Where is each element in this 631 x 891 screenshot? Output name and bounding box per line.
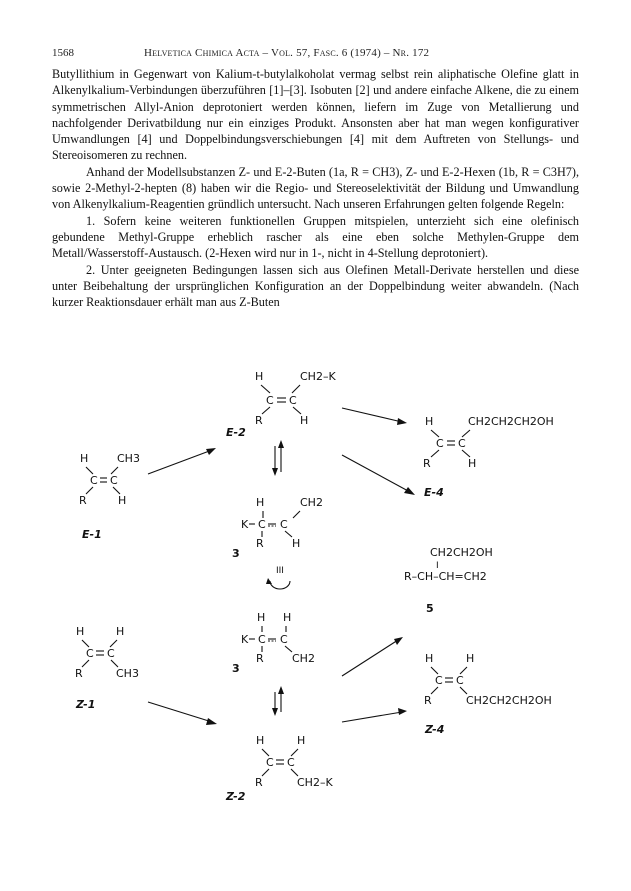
- arrow-Z2-to-Z4: [342, 712, 402, 722]
- E1-CH3: CH3: [117, 452, 140, 465]
- E4-label: E-4: [424, 486, 444, 499]
- E2-H2: H: [300, 414, 309, 427]
- rotation-symbol: [266, 566, 290, 589]
- Z2-C2: C: [287, 756, 295, 769]
- Z1-CH3: CH3: [116, 667, 139, 680]
- Z1-R: R: [75, 667, 83, 680]
- E4-C2: C: [458, 437, 466, 450]
- E2-C2: C: [289, 394, 297, 407]
- Z1-H2: H: [116, 625, 125, 638]
- structure-Z-4: [424, 652, 552, 736]
- allylZ-H2: H: [283, 611, 292, 624]
- arrow-E2-to-E4: [342, 408, 402, 422]
- allylZ-number: 3: [232, 662, 240, 675]
- Z4-C1: C: [435, 674, 443, 687]
- E1-H2: H: [118, 494, 127, 507]
- arrow-allylZ-to-5: [342, 640, 398, 676]
- E2-CH2K: CH2–K: [300, 370, 336, 383]
- Z4-H1: H: [425, 652, 434, 665]
- E1-C2: C: [110, 474, 118, 487]
- E4-R: R: [423, 457, 431, 470]
- E1-R: R: [79, 494, 87, 507]
- Z4-label: Z-4: [425, 723, 445, 736]
- P5-main: R–CH–CH=CH2: [404, 570, 487, 583]
- E4-H2: H: [468, 457, 477, 470]
- allylE-number: 3: [232, 547, 240, 560]
- running-header: [52, 47, 579, 63]
- Z2-R: R: [255, 776, 263, 789]
- Z2-label: Z-2: [226, 790, 246, 803]
- paragraph-intro: Butyllithium in Gegenwart von Kalium-t-butylalkoholat vermag selbst rein aliphatische Olefine glatt in Alkenylkalium-Verbindungen überzuführen [1]–[3]. Isobuten [2] und andere einfache Alkene, die zu einem symmetrischen Allyl-Anion deprotoniert werden können, liefern im Zuge von Metallierung und nachfolgender Derivatbildung nur ein einziges Produkt. Ansonsten aber hat man wegen konfigurativer Umwandlungen [4] und Doppelbindungsverschiebungen [4] mit dem Auftreten von Stellungs- und Stereoisomeren zu rechnen.: [52, 67, 579, 163]
- Z4-H2: H: [466, 652, 475, 665]
- structure-E-1: [79, 452, 140, 541]
- paragraph-models: Anhand der Modellsubstanzen Z- und E-2-Buten (1a, R = CH3), Z- und E-2-Hexen (1b, R = C3H7), sowie 2-Methyl-2-hepten (8) haben wir die Regio- und Stereoselektivität der Bildung und Umwandlung von Alkenylkalium-Reagentien gründlich untersucht. Nach unseren Erfahrungen gelten folgende Regeln:: [52, 164, 579, 212]
- Z1-label: Z-1: [76, 698, 96, 711]
- allylZ-C2: C: [280, 633, 288, 646]
- structure-allyl-3-E: [232, 496, 323, 560]
- allylE-H2: H: [292, 537, 301, 550]
- body-text: [52, 66, 579, 310]
- allylZ-K: K: [241, 633, 249, 646]
- E2-R: R: [255, 414, 263, 427]
- reaction-scheme: [0, 362, 631, 891]
- E1-label: E-1: [82, 528, 102, 541]
- E4-chain: CH2CH2CH2OH: [468, 415, 554, 428]
- rotation-label: III: [276, 566, 284, 576]
- Z1-C1: C: [86, 647, 94, 660]
- allylE-CH2: CH2: [300, 496, 323, 509]
- structure-E-4: [423, 415, 554, 499]
- allylZ-C1: C: [258, 633, 266, 646]
- allylZ-R: R: [256, 652, 264, 665]
- allylE-R: R: [256, 537, 264, 550]
- Z2-CH2K: CH2–K: [297, 776, 333, 789]
- E4-H: H: [425, 415, 434, 428]
- P5-bar: I: [436, 561, 439, 571]
- Z4-chain: CH2CH2CH2OH: [466, 694, 552, 707]
- allylZ-H1: H: [257, 611, 266, 624]
- allylZ-CH2: CH2: [292, 652, 315, 665]
- P5-top: CH2CH2OH: [430, 546, 493, 559]
- P5-number: 5: [426, 602, 434, 615]
- Z1-C2: C: [107, 647, 115, 660]
- arrow-E1-to-E2: [148, 450, 212, 474]
- page-number: 1568: [52, 47, 74, 59]
- E2-H: H: [255, 370, 264, 383]
- allylE-H: H: [256, 496, 265, 509]
- Z2-H1: H: [256, 734, 265, 747]
- E2-label: E-2: [226, 426, 246, 439]
- allylE-C1: C: [258, 518, 266, 531]
- Z1-H1: H: [76, 625, 85, 638]
- Z4-R: R: [424, 694, 432, 707]
- paragraph-rule-2: 2. Unter geeigneten Bedingungen lassen sich aus Olefinen Metall-Derivate herstellen und diese unter Beibehaltung der ursprünglichen Konfiguration an der Doppelbindung weiter abwandeln. (Nach kurzer Reaktionsdauer erhält man aus Z-Buten: [52, 262, 579, 310]
- paragraph-rule-1: 1. Sofern keine weiteren funktionellen Gruppen mitspielen, unterzieht sich eine olefinisch gebundene Methyl-Gruppe erheblich rascher als eine eben solche Methylen-Gruppe dem Metall/Wasserstoff-Austausch. (2-Hexen wird nur in 1-, nicht in 4-Stellung deprotoniert).: [52, 213, 579, 261]
- arrow-E2-to-5: [342, 455, 410, 492]
- E4-C1: C: [436, 437, 444, 450]
- structure-Z-1: [75, 625, 139, 711]
- Z2-H2: H: [297, 734, 306, 747]
- allylE-K: K: [241, 518, 249, 531]
- Z2-C1: C: [266, 756, 274, 769]
- arrow-Z1-to-Z2: [148, 702, 212, 722]
- structure-allyl-3-Z: [232, 611, 315, 675]
- structure-Z-2: [225, 734, 333, 803]
- Z4-C2: C: [456, 674, 464, 687]
- running-title: Helvetica Chimica Acta – Vol. 57, Fasc. 6 (1974) – Nr. 172: [144, 47, 430, 59]
- E2-C1: C: [266, 394, 274, 407]
- E1-H: H: [80, 452, 89, 465]
- structure-E-2: [226, 370, 336, 439]
- structure-product-5: [404, 546, 493, 615]
- E1-C1: C: [90, 474, 98, 487]
- allylE-C2: C: [280, 518, 288, 531]
